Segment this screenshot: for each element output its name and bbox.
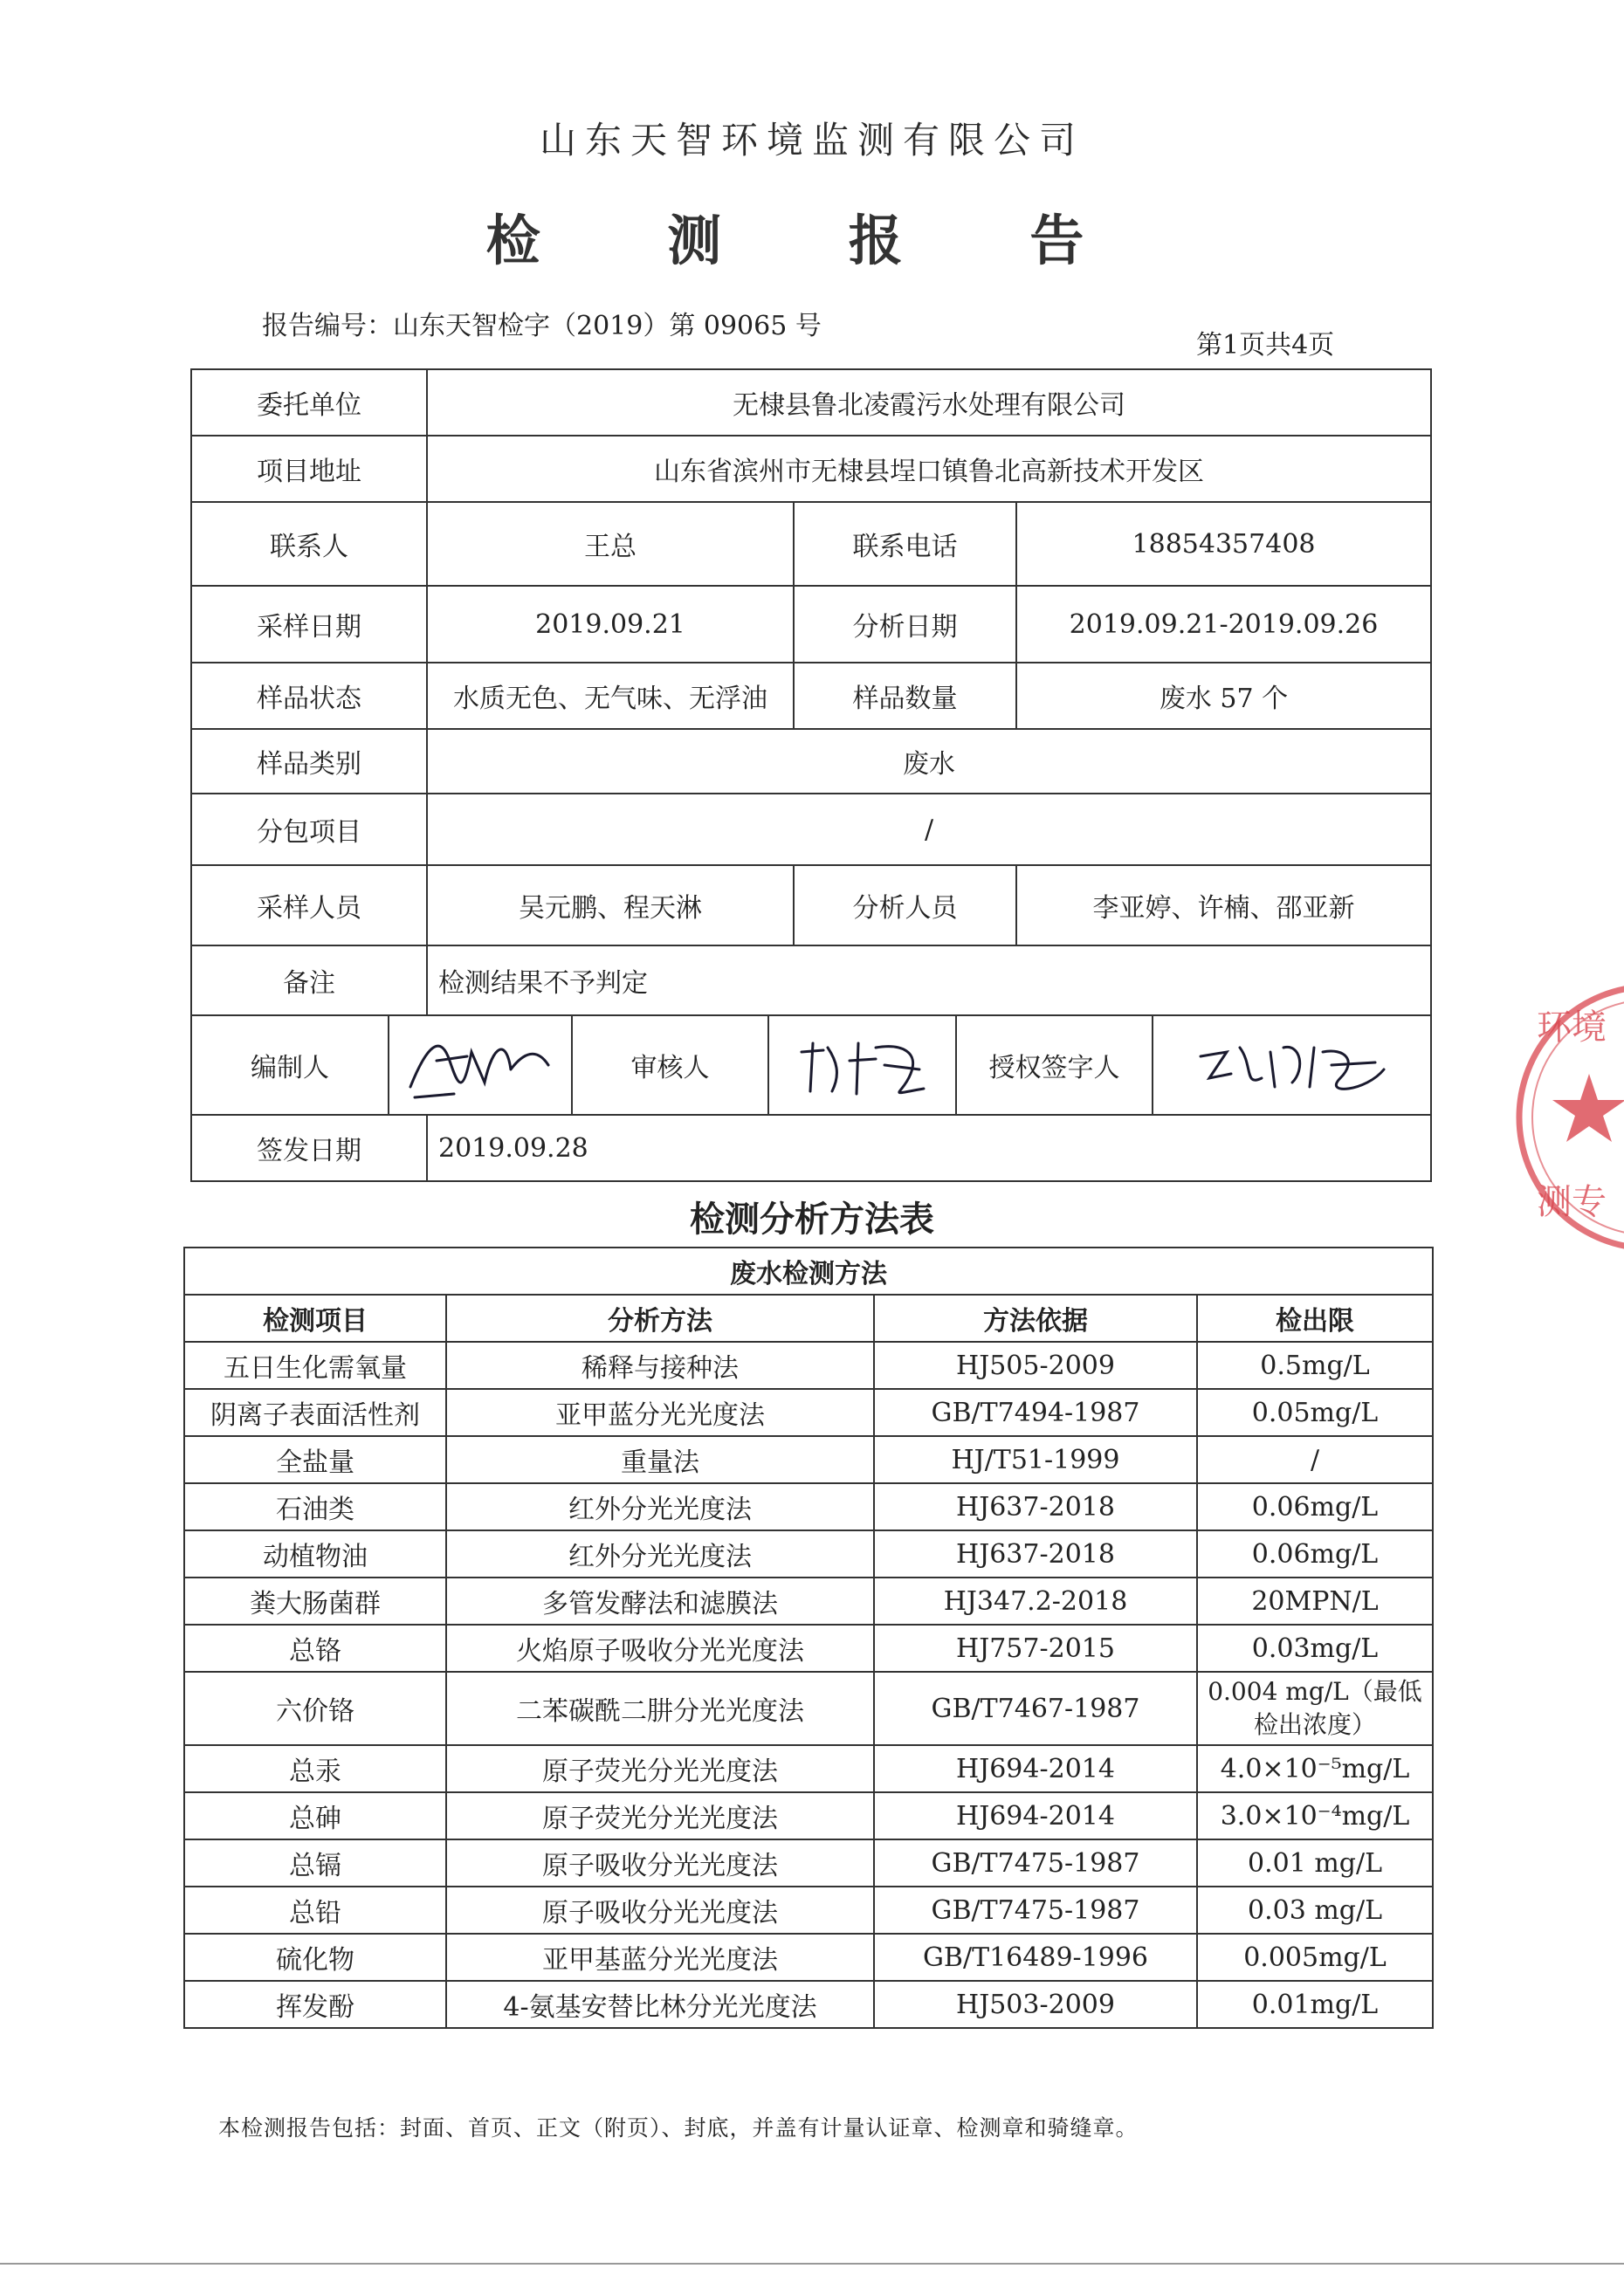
company-name: 山东天智环境监测有限公司 xyxy=(539,119,1084,162)
row-item: 动植物油 xyxy=(184,1530,446,1578)
row-standard: GB/T7475-1987 xyxy=(874,1839,1197,1887)
row-item: 阴离子表面活性剂 xyxy=(184,1389,446,1436)
authorizer-label: 授权签字人 xyxy=(956,1016,1153,1114)
subcontract-label: 分包项目 xyxy=(191,794,427,865)
page-number: 第1页共4页 xyxy=(1196,330,1335,361)
sample-state-value: 水质无色、无气味、无浮油 xyxy=(427,663,794,729)
row-standard: HJ505-2009 xyxy=(874,1342,1197,1389)
row-method: 稀释与接种法 xyxy=(446,1342,874,1389)
samplers-label: 采样人员 xyxy=(191,865,427,945)
row-limit: 3.0×10⁻⁴mg/L xyxy=(1197,1792,1433,1839)
column-header-item: 检测项目 xyxy=(184,1295,446,1342)
row-method: 重量法 xyxy=(446,1436,874,1483)
issue-date-value: 2019.09.28 xyxy=(427,1115,1431,1181)
table-row xyxy=(184,1839,1433,1887)
row-item: 六价铬 xyxy=(184,1672,446,1745)
table-row xyxy=(184,1342,1433,1389)
sample-count-label: 样品数量 xyxy=(794,663,1016,729)
row-limit: 0.5mg/L xyxy=(1197,1342,1433,1389)
seal-text-top: 环境 xyxy=(1537,1007,1607,1048)
methods-table-body xyxy=(184,1342,1433,2028)
remark-value: 检测结果不予判定 xyxy=(427,945,1431,1015)
row-item: 全盐量 xyxy=(184,1436,446,1483)
row-method: 二苯碳酰二肼分光光度法 xyxy=(446,1672,874,1745)
contact-label: 联系人 xyxy=(191,502,427,586)
row-standard: HJ694-2014 xyxy=(874,1792,1197,1839)
table-row xyxy=(184,1887,1433,1934)
row-item: 总汞 xyxy=(184,1745,446,1792)
contact-value: 王总 xyxy=(427,502,794,586)
client-value: 无棣县鲁北凌霞污水处理有限公司 xyxy=(427,369,1431,436)
signature-row xyxy=(192,1016,1430,1114)
row-item: 粪大肠菌群 xyxy=(184,1578,446,1625)
row-method: 红外分光光度法 xyxy=(446,1483,874,1530)
seal-star-icon xyxy=(1552,1074,1624,1142)
row-standard: GB/T16489-1996 xyxy=(874,1934,1197,1981)
client-label: 委托单位 xyxy=(191,369,427,436)
row-standard: HJ347.2-2018 xyxy=(874,1578,1197,1625)
sample-type-value: 废水 xyxy=(427,729,1431,794)
row-standard: GB/T7475-1987 xyxy=(874,1887,1197,1934)
row-limit: / xyxy=(1197,1436,1433,1483)
table-row xyxy=(184,1745,1433,1792)
row-item: 硫化物 xyxy=(184,1934,446,1981)
row-limit: 0.03mg/L xyxy=(1197,1625,1433,1672)
row-method: 亚甲基蓝分光光度法 xyxy=(446,1934,874,1981)
row-standard: HJ637-2018 xyxy=(874,1530,1197,1578)
row-method: 原子荧光分光光度法 xyxy=(446,1792,874,1839)
table-row xyxy=(184,1436,1433,1483)
remark-label: 备注 xyxy=(191,945,427,1015)
issue-date-label: 签发日期 xyxy=(191,1115,427,1181)
table-row xyxy=(184,1792,1433,1839)
compiler-label: 编制人 xyxy=(192,1016,389,1114)
sample-count-value: 废水 57 个 xyxy=(1016,663,1431,729)
sample-state-label: 样品状态 xyxy=(191,663,427,729)
methods-table-title: 废水检测方法 xyxy=(184,1248,1433,1295)
row-standard: HJ694-2014 xyxy=(874,1745,1197,1792)
row-item: 五日生化需氧量 xyxy=(184,1342,446,1389)
samplers-value: 吴元鹏、程天淋 xyxy=(427,865,794,945)
row-standard: HJ503-2009 xyxy=(874,1981,1197,2028)
row-limit: 0.004 mg/L（最低检出浓度） xyxy=(1197,1672,1433,1745)
row-limit: 0.005mg/L xyxy=(1197,1934,1433,1981)
row-limit: 4.0×10⁻⁵mg/L xyxy=(1197,1745,1433,1792)
table-row xyxy=(184,1981,1433,2028)
sample-type-label: 样品类别 xyxy=(191,729,427,794)
row-method: 原子吸收分光光度法 xyxy=(446,1887,874,1934)
report-number: 报告编号：山东天智检字（2019）第 09065 号 xyxy=(262,311,822,341)
row-limit: 20MPN/L xyxy=(1197,1578,1433,1625)
official-seal-stamp xyxy=(1510,969,1624,1266)
table-row xyxy=(184,1389,1433,1436)
footer-note: 本检测报告包括：封面、首页、正文（附页）、封底，并盖有计量认证章、检测章和骑缝章。 xyxy=(218,2115,1139,2141)
authorizer-signature xyxy=(1153,1016,1430,1114)
reviewer-signature xyxy=(768,1016,956,1114)
analysis-date-value: 2019.09.21-2019.09.26 xyxy=(1016,586,1431,663)
row-method: 火焰原子吸收分光光度法 xyxy=(446,1625,874,1672)
reviewer-label: 审核人 xyxy=(572,1016,768,1114)
row-item: 总铅 xyxy=(184,1887,446,1934)
row-standard: GB/T7494-1987 xyxy=(874,1389,1197,1436)
row-item: 挥发酚 xyxy=(184,1981,446,2028)
sampling-date-value: 2019.09.21 xyxy=(427,586,794,663)
row-limit: 0.05mg/L xyxy=(1197,1389,1433,1436)
methods-section-title: 检测分析方法表 xyxy=(690,1200,934,1240)
reviewer-signature-mark xyxy=(788,1026,937,1104)
row-limit: 0.03 mg/L xyxy=(1197,1887,1433,1934)
table-row xyxy=(184,1483,1433,1530)
address-value: 山东省滨州市无棣县埕口镇鲁北高新技术开发区 xyxy=(427,436,1431,502)
column-header-standard: 方法依据 xyxy=(874,1295,1197,1342)
phone-value: 18854357408 xyxy=(1016,502,1431,586)
row-standard: GB/T7467-1987 xyxy=(874,1672,1197,1745)
row-standard: HJ/T51-1999 xyxy=(874,1436,1197,1483)
table-row xyxy=(184,1530,1433,1578)
report-title: 检 测 报 告 xyxy=(485,209,1139,272)
row-limit: 0.01mg/L xyxy=(1197,1981,1433,2028)
row-method: 红外分光光度法 xyxy=(446,1530,874,1578)
row-standard: HJ637-2018 xyxy=(874,1483,1197,1530)
subcontract-value: / xyxy=(427,794,1431,865)
analysts-label: 分析人员 xyxy=(794,865,1016,945)
row-method: 原子荧光分光光度法 xyxy=(446,1745,874,1792)
column-header-method: 分析方法 xyxy=(446,1295,874,1342)
row-method: 亚甲蓝分光光度法 xyxy=(446,1389,874,1436)
row-item: 总铬 xyxy=(184,1625,446,1672)
row-limit: 0.06mg/L xyxy=(1197,1483,1433,1530)
methods-table xyxy=(183,1247,1434,2029)
row-method: 多管发酵法和滤膜法 xyxy=(446,1578,874,1625)
row-item: 石油类 xyxy=(184,1483,446,1530)
row-method: 4-氨基安替比林分光光度法 xyxy=(446,1981,874,2028)
analysis-date-label: 分析日期 xyxy=(794,586,1016,663)
compiler-signature xyxy=(389,1016,572,1114)
page-bottom-line xyxy=(0,2263,1624,2265)
compiler-signature-mark xyxy=(402,1026,559,1104)
column-header-limit: 检出限 xyxy=(1197,1295,1433,1342)
table-row xyxy=(184,1625,1433,1672)
address-label: 项目地址 xyxy=(191,436,427,502)
report-info-table xyxy=(190,368,1432,1182)
sampling-date-label: 采样日期 xyxy=(191,586,427,663)
table-row xyxy=(184,1934,1433,1981)
row-method: 原子吸收分光光度法 xyxy=(446,1839,874,1887)
row-standard: HJ757-2015 xyxy=(874,1625,1197,1672)
row-item: 总镉 xyxy=(184,1839,446,1887)
row-item: 总砷 xyxy=(184,1792,446,1839)
row-limit: 0.06mg/L xyxy=(1197,1530,1433,1578)
phone-label: 联系电话 xyxy=(794,502,1016,586)
analysts-value: 李亚婷、许楠、邵亚新 xyxy=(1016,865,1431,945)
row-limit: 0.01 mg/L xyxy=(1197,1839,1433,1887)
table-row xyxy=(184,1578,1433,1625)
seal-text-bottom: 测专 xyxy=(1537,1182,1607,1222)
table-row xyxy=(184,1672,1433,1745)
authorizer-signature-mark xyxy=(1192,1026,1393,1104)
